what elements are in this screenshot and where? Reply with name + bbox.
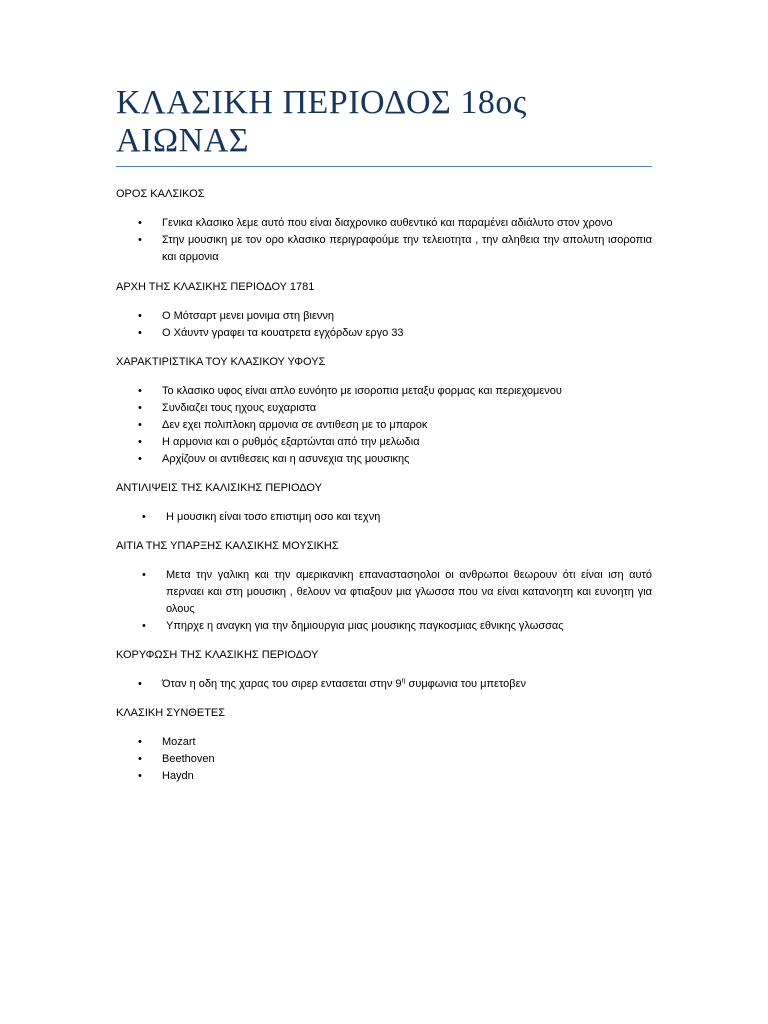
document-title: ΚΛΑΣΙΚΗ ΠΕΡΙΟΔΟΣ 18ος ΑΙΩΝΑΣ xyxy=(116,84,527,159)
list-item: • Δεν εχει πολιπλοκη αρμονια σε αντιθεση με το μπαροκ xyxy=(116,417,652,434)
climax-text-after: συμφωνια του μπετοβεν xyxy=(405,678,526,690)
list-item: • Η μουσικη είναι τοσο επιστιμη οσο και τεχνη xyxy=(116,509,652,526)
ordinal-superscript: η xyxy=(401,677,406,685)
section-heading: ΑΙΤΙΑ ΤΗΣ ΥΠΑΡΞΗΣ ΚΑΛΣΙΚΗΣ ΜΟΥΣΙΚΗΣ xyxy=(116,540,339,552)
list-item: • Haydn xyxy=(116,768,652,785)
section-heading: ΟΡΟΣ ΚΑΛΣΙΚΟΣ xyxy=(116,188,205,200)
climax-text-before: Όταν η οδη της χαρας του σιρερ εντασεται στην 9 xyxy=(162,678,402,690)
list-item: • Μετα την γαλικη και την αμερικανικη επαναστασηολοι οι ανθρωποι θεωρουν ότι είναι ιση αυτό περναει και στη μουσικη , θελουν να φτιαξουν μια γλωσσα που να είναι κατανοητη και ευνοητη για ολους xyxy=(116,567,652,618)
bullet-list xyxy=(116,734,652,785)
list-item: • Συνδιαζει τους ηχους ευχαριστα xyxy=(116,400,652,417)
document-body xyxy=(116,186,652,797)
section-heading: ΑΡΧΗ ΤΗΣ ΚΛΑΣΙΚΗΣ ΠΕΡΙΟΔΟΥ 1781 xyxy=(116,281,315,293)
list-item: • Mozart xyxy=(116,734,652,751)
list-item: • Beethoven xyxy=(116,751,652,768)
bullet-list xyxy=(116,383,652,468)
list-item: • Η αρμονια και ο ρυθμός εξαρτώνται από την μελωδια xyxy=(116,434,652,451)
list-item: • Ο Χάυντν γραφει τα κουατρετα εγχόρδων εργο 33 xyxy=(116,325,652,342)
bullet-list xyxy=(116,215,652,266)
list-item: • Γενικα κλασικο λεμε αυτό που είναι διαχρονικο αυθεντικό και παραμένει αδιάλυτο στον χρονο xyxy=(116,215,652,232)
bullet-list xyxy=(116,308,652,342)
list-item xyxy=(116,676,652,693)
bullet-list xyxy=(116,567,652,635)
section-heading: ΚΛΑΣΙΚΗ ΣΥΝΘΕΤΕΣ xyxy=(116,707,226,719)
list-item: • Αρχίζουν οι αντιθεσεις και η ασυνεχια της μουσικης xyxy=(116,451,652,468)
section-heading: ΧΑΡΑΚΤΙΡΙΣΤΙΚΑ ΤΟΥ ΚΛΑΣΙΚΟΥ ΥΦΟΥΣ xyxy=(116,356,326,368)
list-item: • Στην μουσικη με τον ορο κλασικο περιγραφούμε την τελειοτητα , την αληθεια την απολυτη ισοροπια και αρμονια xyxy=(116,232,652,266)
section-heading: ΑΝΤΙΛΙΨΕΙΣ ΤΗΣ ΚΑΛΙΣΙΚΗΣ ΠΕΡΙΟΔΟΥ xyxy=(116,482,322,494)
list-item: • Υπηρχε η αναγκη για την δημιουργια μιας μουσικης παγκοσμιας εθνικης γλωσσας xyxy=(116,618,652,635)
list-item: • Ο Μότσαρτ μενει μονιμα στη βιεννη xyxy=(116,308,652,325)
section-heading: ΚΟΡΥΦΩΣΗ ΤΗΣ ΚΛΑΣΙΚΗΣ ΠΕΡΙΟΔΟΥ xyxy=(116,649,319,661)
bullet-list xyxy=(116,676,652,693)
bullet-list xyxy=(116,509,652,526)
list-item: • Το κλασικο υφος είναι απλο ευνόητο με ισοροπια μεταξυ φορμας και περιεχομενου xyxy=(116,383,652,400)
title-underline xyxy=(116,166,652,167)
